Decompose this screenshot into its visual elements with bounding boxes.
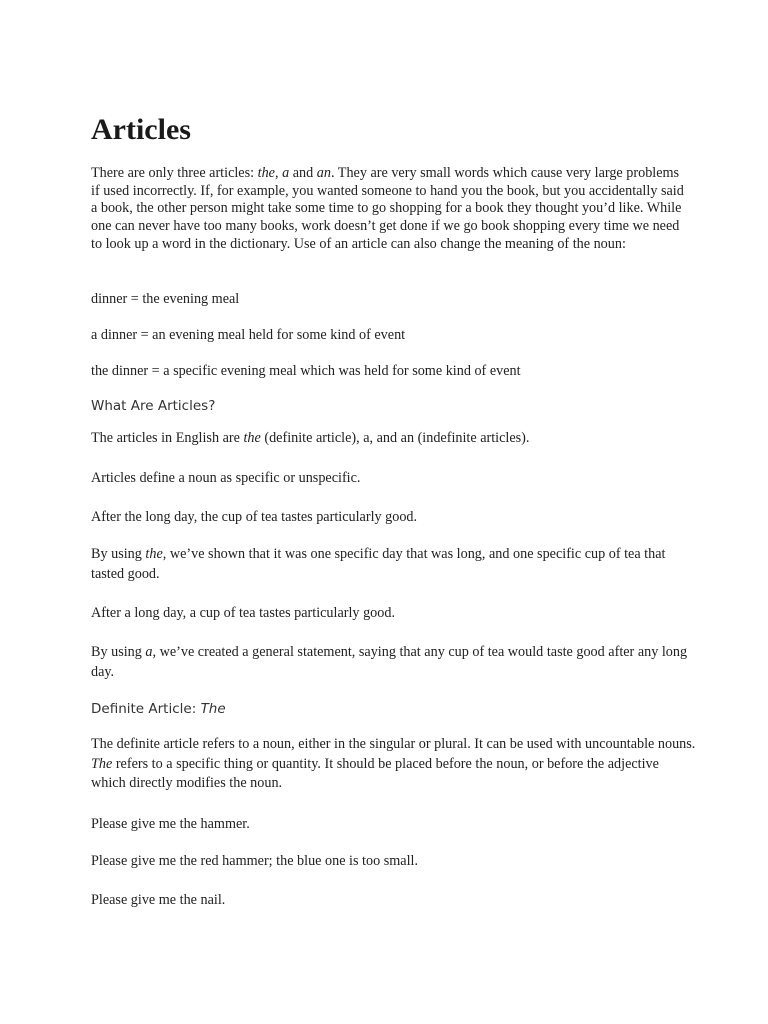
section-heading-definite-article — [91, 700, 226, 718]
section1-paragraph-6 — [91, 643, 696, 682]
section2-p1-pre: The definite article refers to a noun, either in the singular or plural. It can be used with uncountable nouns. — [91, 736, 696, 752]
section1-p4-the: the — [145, 546, 163, 562]
page-title: Articles — [91, 113, 191, 146]
section1-p1-pre: The articles in English are — [91, 430, 244, 446]
section2-p1-the: The — [91, 755, 113, 772]
section2-paragraph-1 — [91, 735, 696, 794]
section1-p6-a: a — [145, 644, 153, 660]
section2-heading-the: The — [200, 701, 226, 717]
intro-paragraph — [91, 165, 691, 254]
section1-p1-post: (definite article), a, and an (indefinite articles). — [260, 430, 530, 446]
section1-paragraph-5: After a long day, a cup of tea tastes particularly good. — [91, 605, 395, 621]
section2-paragraph-2: Please give me the hammer. — [91, 816, 250, 832]
section1-p6-post: , we’ve created a general statement, saying that any cup of tea would taste good after any long day. — [91, 644, 688, 680]
section2-paragraph-4: Please give me the nail. — [91, 892, 226, 908]
example-a-dinner: a dinner = an evening meal held for some kind of event — [91, 327, 406, 343]
intro-separator: , — [274, 165, 283, 181]
section1-paragraph-2: Articles define a noun as specific or unspecific. — [91, 470, 361, 486]
intro-article-the: the — [257, 165, 275, 181]
intro-article-an: an — [316, 165, 331, 181]
section2-p1-post: refers to a specific thing or quantity. It should be placed before the noun, or before the adjective which directly modifies the noun. — [91, 755, 659, 791]
intro-article-a: a — [282, 165, 290, 181]
section1-p1-the: the — [243, 430, 261, 446]
section1-p4-post: , we’ve shown that it was one specific day that was long, and one specific cup of tea that tasted good. — [91, 546, 666, 582]
section1-paragraph-1 — [91, 428, 691, 448]
section2-heading-prefix: Definite Article: — [91, 701, 201, 717]
intro-text-start: There are only three articles: — [91, 165, 258, 181]
section-heading-what-are-articles: What Are Articles? — [91, 398, 216, 414]
section1-paragraph-3: After the long day, the cup of tea tastes particularly good. — [91, 509, 418, 525]
section1-paragraph-4 — [91, 545, 696, 584]
section1-p4-pre: By using — [91, 546, 146, 562]
intro-and: and — [289, 165, 317, 181]
example-dinner: dinner = the evening meal — [91, 291, 240, 307]
section2-paragraph-3: Please give me the red hammer; the blue one is too small. — [91, 853, 419, 869]
section1-p6-pre: By using — [91, 644, 146, 660]
example-the-dinner: the dinner = a specific evening meal which was held for some kind of event — [91, 363, 521, 379]
intro-text-rest: . They are very small words which cause very large problems if used incorrectly. If, for example, you wanted someone to hand you the book, but you accidentally said a book, the other person might take some time to go shopping for a book they thought you’d like. While one can never have too many books, work doesn’t get done if we go book shopping every time we need to look up a word in the dictionary. Use of an article can also change the meaning of the noun: — [91, 165, 684, 252]
